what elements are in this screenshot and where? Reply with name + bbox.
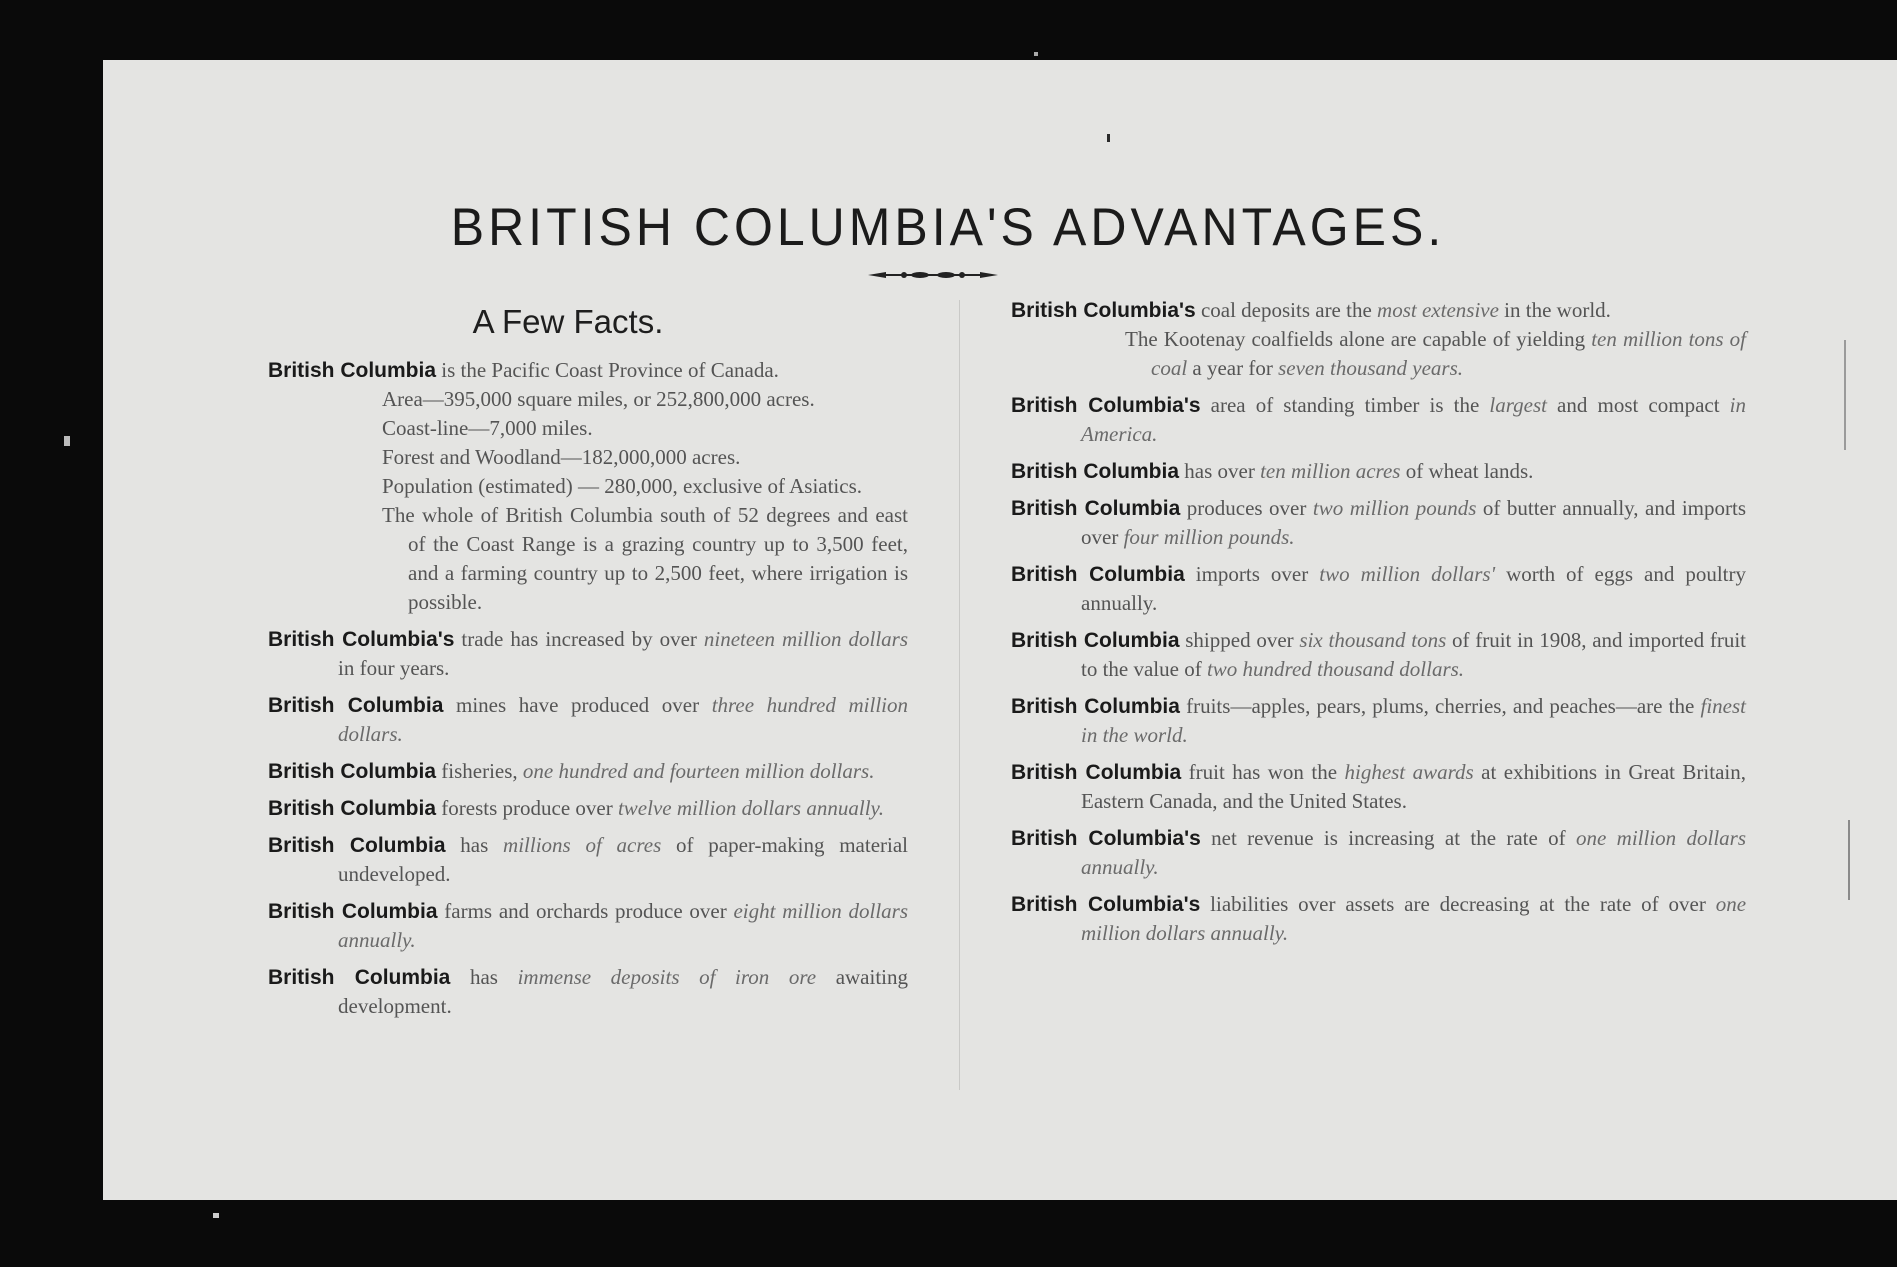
fact-text: of butter annually, and imports over xyxy=(1081,496,1747,549)
fact-text: imports over xyxy=(1184,562,1320,586)
fact-text: coal deposits are the xyxy=(1195,298,1378,322)
fact-entry xyxy=(1011,560,1746,618)
fact-subject: British Columbia xyxy=(268,966,451,989)
fact-subject: British Columbia xyxy=(1011,563,1185,586)
fact-subject: British Columbia xyxy=(1011,497,1181,520)
fact-emphasis: most extensive xyxy=(1377,298,1499,322)
fact-text: produces over xyxy=(1180,496,1313,520)
fact-entry xyxy=(268,356,908,617)
scan-speck xyxy=(213,1213,219,1218)
fact-emphasis: one million dollars annually. xyxy=(1081,892,1747,945)
fact-detail: Forest and Woodland—182,000,000 acres. xyxy=(382,445,741,469)
fact-text: a year for xyxy=(1187,356,1279,380)
fact-entry xyxy=(1011,494,1746,552)
fact-entry xyxy=(1011,758,1746,816)
fact-text: area of standing timber is the xyxy=(1200,393,1490,417)
section-subheading: A Few Facts. xyxy=(472,303,664,340)
fact-subject: British Columbia xyxy=(1011,761,1182,784)
fact-emphasis: largest xyxy=(1489,393,1547,417)
fact-text: of fruit in 1908, and imported fruit to the value of xyxy=(1081,628,1747,681)
fact-emphasis: two hundred thousand dollars. xyxy=(1206,657,1465,681)
fact-text: worth of eggs and poultry annually. xyxy=(1081,562,1747,615)
fact-emphasis: ten million tons of coal xyxy=(1151,327,1746,380)
fact-text: awaiting development. xyxy=(338,965,909,1018)
fact-entry xyxy=(268,831,908,889)
scan-speck xyxy=(1107,134,1110,142)
fact-subject: British Columbia xyxy=(268,900,438,923)
fact-emphasis: one hundred and fourteen million dollars. xyxy=(522,759,875,783)
fact-emphasis: two million pounds xyxy=(1312,496,1477,520)
fact-text: fisheries, xyxy=(436,759,523,783)
fact-entry xyxy=(268,794,908,823)
fact-emphasis: twelve million dollars annually. xyxy=(617,796,884,820)
page-title: BRITISH COLUMBIA'S ADVANTAGES. xyxy=(450,197,1446,257)
fact-subject: British Columbia's xyxy=(1011,394,1201,417)
scan-line-mark xyxy=(1844,340,1846,450)
fact-detail: Area—395,000 square miles, or 252,800,000 acres. xyxy=(382,387,815,411)
fact-entry xyxy=(1011,391,1746,449)
fact-emphasis: millions of acres xyxy=(503,833,662,857)
fact-subject: British Columbia's xyxy=(1011,299,1196,322)
fact-subject: British Columbia's xyxy=(1011,827,1201,850)
fact-entry xyxy=(268,691,908,749)
fact-text: and most compact xyxy=(1546,393,1730,417)
fact-text: net revenue is increasing at the rate of xyxy=(1200,826,1576,850)
fact-text: fruits—apples, pears, plums, cherries, and peaches—are the xyxy=(1179,694,1701,718)
fact-emphasis: in America. xyxy=(1081,393,1747,446)
fact-text: fruit has won the xyxy=(1181,760,1345,784)
fact-text: trade has increased by over xyxy=(454,627,704,651)
fact-subject: British Columbia xyxy=(268,797,437,820)
column-divider xyxy=(959,300,960,1090)
fact-entry xyxy=(1011,692,1746,750)
fact-text: The Kootenay coalfields alone are capable of yielding xyxy=(1125,327,1592,351)
fact-emphasis: ten million acres xyxy=(1260,459,1401,483)
fact-text: has over xyxy=(1179,459,1261,483)
fact-emphasis: finest in the world. xyxy=(1081,694,1746,747)
fact-emphasis: six thousand tons xyxy=(1299,628,1447,652)
fact-emphasis: three hundred million dollars. xyxy=(338,693,908,746)
fact-detail: Coast-line—7,000 miles. xyxy=(382,416,593,440)
fact-text: in four years. xyxy=(338,656,450,680)
fact-subject: British Columbia xyxy=(1011,695,1180,718)
fact-text: of wheat lands. xyxy=(1400,459,1534,483)
fact-text: has xyxy=(450,965,518,989)
fact-emphasis: eight million dollars annually. xyxy=(338,899,908,952)
fact-text: farms and orchards produce over xyxy=(437,899,734,923)
fact-subject: British Columbia xyxy=(268,834,446,857)
fact-text: at exhibitions in Great Britain, Eastern Canada, and the United States. xyxy=(1081,760,1747,813)
scanned-page xyxy=(103,60,1897,1200)
fact-text: liabilities over assets are decreasing at the rate of over xyxy=(1200,892,1716,916)
fact-subject: British Columbia xyxy=(1011,629,1180,652)
fact-entry xyxy=(1011,296,1746,383)
fact-emphasis: immense deposits of iron ore xyxy=(517,965,817,989)
fact-entry xyxy=(268,625,908,683)
fact-text: forests produce over xyxy=(436,796,618,820)
fact-emphasis: one million dollars annually. xyxy=(1081,826,1747,879)
fact-subject: British Columbia xyxy=(268,760,437,783)
fact-emphasis: highest awards xyxy=(1344,760,1474,784)
fact-subject: British Columbia xyxy=(268,694,444,717)
fact-detail xyxy=(1081,325,1746,383)
fact-text: shipped over xyxy=(1179,628,1300,652)
fact-entry xyxy=(1011,890,1746,948)
fact-subject: British Columbia's xyxy=(1011,893,1201,916)
fact-text: has xyxy=(445,833,504,857)
fact-emphasis: seven thousand years. xyxy=(1278,356,1463,380)
right-column xyxy=(1011,296,1746,956)
scan-speck xyxy=(64,436,70,446)
fact-emphasis: four million pounds. xyxy=(1123,525,1295,549)
scan-speck xyxy=(1034,52,1038,56)
fact-text: is the Pacific Coast Province of Canada. xyxy=(436,358,779,382)
fact-emphasis: nineteen million dollars xyxy=(703,627,909,651)
fact-entry xyxy=(1011,457,1746,486)
fact-text: in the world. xyxy=(1498,298,1611,322)
fact-entry xyxy=(268,963,908,1021)
scan-line-mark xyxy=(1848,820,1850,900)
fact-text: of paper-making material undeveloped. xyxy=(338,833,909,886)
fact-entry xyxy=(268,757,908,786)
fact-entry xyxy=(268,897,908,955)
fact-entry xyxy=(1011,626,1746,684)
fact-entry xyxy=(1011,824,1746,882)
left-column xyxy=(268,298,908,1029)
fact-subject: British Columbia's xyxy=(268,628,455,651)
fact-detail: Population (estimated) — 280,000, exclusive of Asiatics. xyxy=(382,474,863,498)
fact-detail: The whole of British Columbia south of 52 degrees and east of the Coast Range is a grazing country up to 3,500 feet, and a farming country up to 2,500 feet, where irrigation is possible. xyxy=(382,503,908,614)
ornament-divider-icon xyxy=(868,268,998,282)
fact-emphasis: two million dollars' xyxy=(1319,562,1496,586)
fact-subject: British Columbia xyxy=(268,359,437,382)
fact-subject: British Columbia xyxy=(1011,460,1180,483)
fact-text: mines have produced over xyxy=(443,693,712,717)
